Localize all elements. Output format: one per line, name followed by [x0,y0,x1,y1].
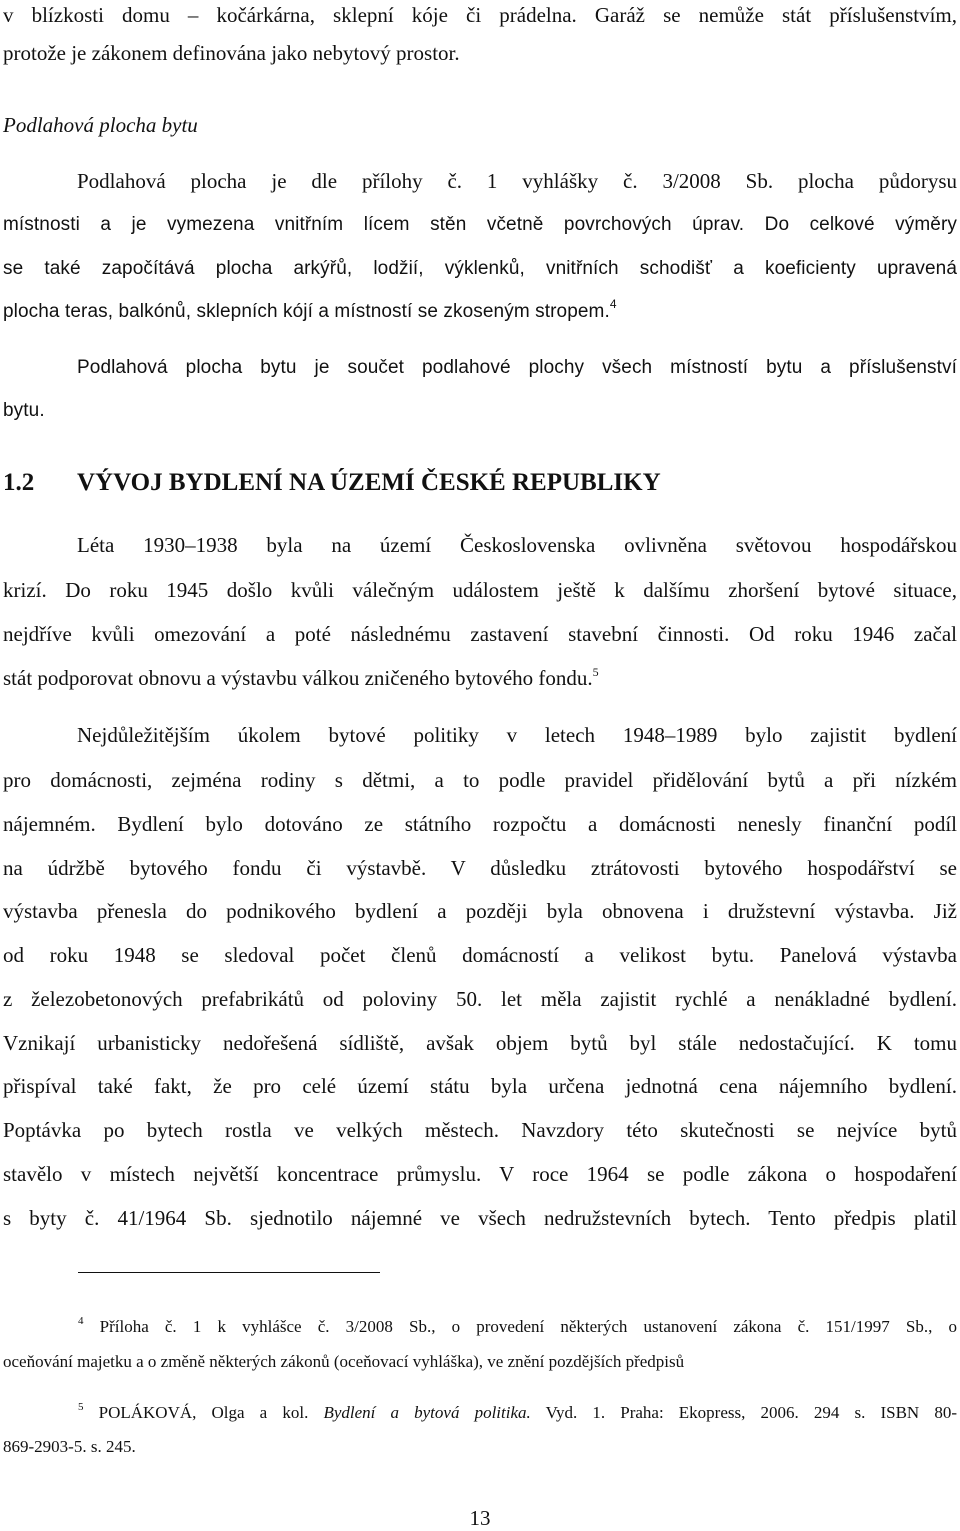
text-line [3,299,957,325]
text-line [3,665,957,691]
footnote-line [78,1402,957,1424]
text-line: krizí. Do roku 1945 došlo kvůli válečným událostem ještě k dalšímu zhoršení bytové situace, [3,578,957,602]
text-segment: místnosti a je vymezena vnitřním lícem stěn včetně povrchových úprav. Do celkové výměry [3,214,957,235]
footnote-number: 5 [78,1401,84,1413]
text-line: nájemném. Bydlení bylo dotováno ze státního rozpočtu a domácnosti nenesly finanční podíl [3,812,957,836]
footnote-separator [78,1272,380,1273]
text-line: výstavba přenesla do podnikového bydlení a později byla obnovena i družstevní výstavba. Již [3,899,957,923]
text-line: stavělo v místech největší koncentrace průmyslu. V roce 1964 se podle zákona o hospodaření [3,1162,957,1186]
text-line: Nejdůležitějším úkolem bytové politiky v letech 1948–1989 bylo zajistit bydlení [77,723,957,747]
section-number: 1.2 [3,469,35,496]
text-line: od roku 1948 se sledoval počet členů domácností a velikost bytu. Panelová výstavba [3,943,957,967]
footnote-line [78,1316,957,1338]
text-line: Vznikají urbanisticky nedořešená sídliště, avšak objem bytů byl stále nedostačující. K tomu [3,1031,957,1055]
text-line: nejdříve kvůli omezování a poté následnému zastavení stavební činnosti. Od roku 1946 začal [3,622,957,646]
text-line: pro domácnosti, zejména rodiny s dětmi, a to podle pravidel přidělování bytů a při nízkém [3,768,957,792]
section-heading: VÝVOJ BYDLENÍ NA ÚZEMÍ ČESKÉ REPUBLIKY [77,469,661,496]
footnote-ref: 5 [592,665,599,679]
text-line: se také započítává plocha arkýřů, lodžií, výklenků, vnitřních schodišť a koeficienty upravená [3,258,957,279]
text-line: bytu. [3,400,45,421]
text-line: s byty č. 41/1964 Sb. sjednotilo nájemné ve všech nedružstevních bytech. Tento předpis platil [3,1206,957,1230]
text-line: v blízkosti domu – kočárkárna, sklepní kóje či prádelna. Garáž se nemůže stát příslušenstvím, [3,3,957,27]
footnote-ref: 4 [609,297,617,311]
text-line: na údržbě bytového fondu či výstavbě. V důsledku ztrátovosti bytového hospodářství se [3,856,957,880]
footnote-number: 4 [78,1315,84,1327]
text-line: přispíval také fakt, že pro celé území státu byla určena jednotná cena nájemního bydlení. [3,1074,957,1098]
text-segment: stát podporovat obnovu a výstavbu válkou zničeného bytového fondu. [3,666,593,690]
page-number: 13 [469,1506,491,1530]
footnote-text: POLÁKOVÁ, Olga a kol. [98,1403,309,1422]
subheading: Podlahová plocha bytu [3,113,198,137]
text-line: Léta 1930–1938 byla na území Československa ovlivněna světovou hospodářskou [77,533,957,557]
footnote-text: Příloha č. 1 k vyhlášce č. 3/2008 Sb., o provedení některých ustanovení zákona č. 151/1997 Sb., o [99,1317,957,1336]
text-line [3,212,957,238]
footnote-title: Bydlení a bytová politika. [323,1403,531,1422]
text-line: Poptávka po bytech rostla ve velkých městech. Navzdory této skutečnosti se nejvíce bytů [3,1118,957,1142]
footnote-line: oceňování majetku a o změně některých zákonů (oceňovací vyhláška), ve znění pozdějších předpisů [3,1352,685,1371]
text-line: Podlahová plocha bytu je součet podlahové plochy všech místností bytu a příslušenství [77,357,957,378]
text-segment: plocha teras, balkónů, sklepních kójí a místností se zkoseným stropem. [3,301,610,322]
footnote-text: Vyd. 1. Praha: Ekopress, 2006. 294 s. ISBN 80- [545,1403,957,1422]
footnote-line: 869-2903-5. s. 245. [3,1437,136,1456]
text-line: z železobetonových prefabrikátů od poloviny 50. let měla zajistit rychlé a nenákladné bydlení. [3,987,957,1011]
text-line: protože je zákonem definována jako nebytový prostor. [3,41,460,65]
text-line: Podlahová plocha je dle přílohy č. 1 vyhlášky č. 3/2008 Sb. plocha půdorysu [77,169,957,193]
